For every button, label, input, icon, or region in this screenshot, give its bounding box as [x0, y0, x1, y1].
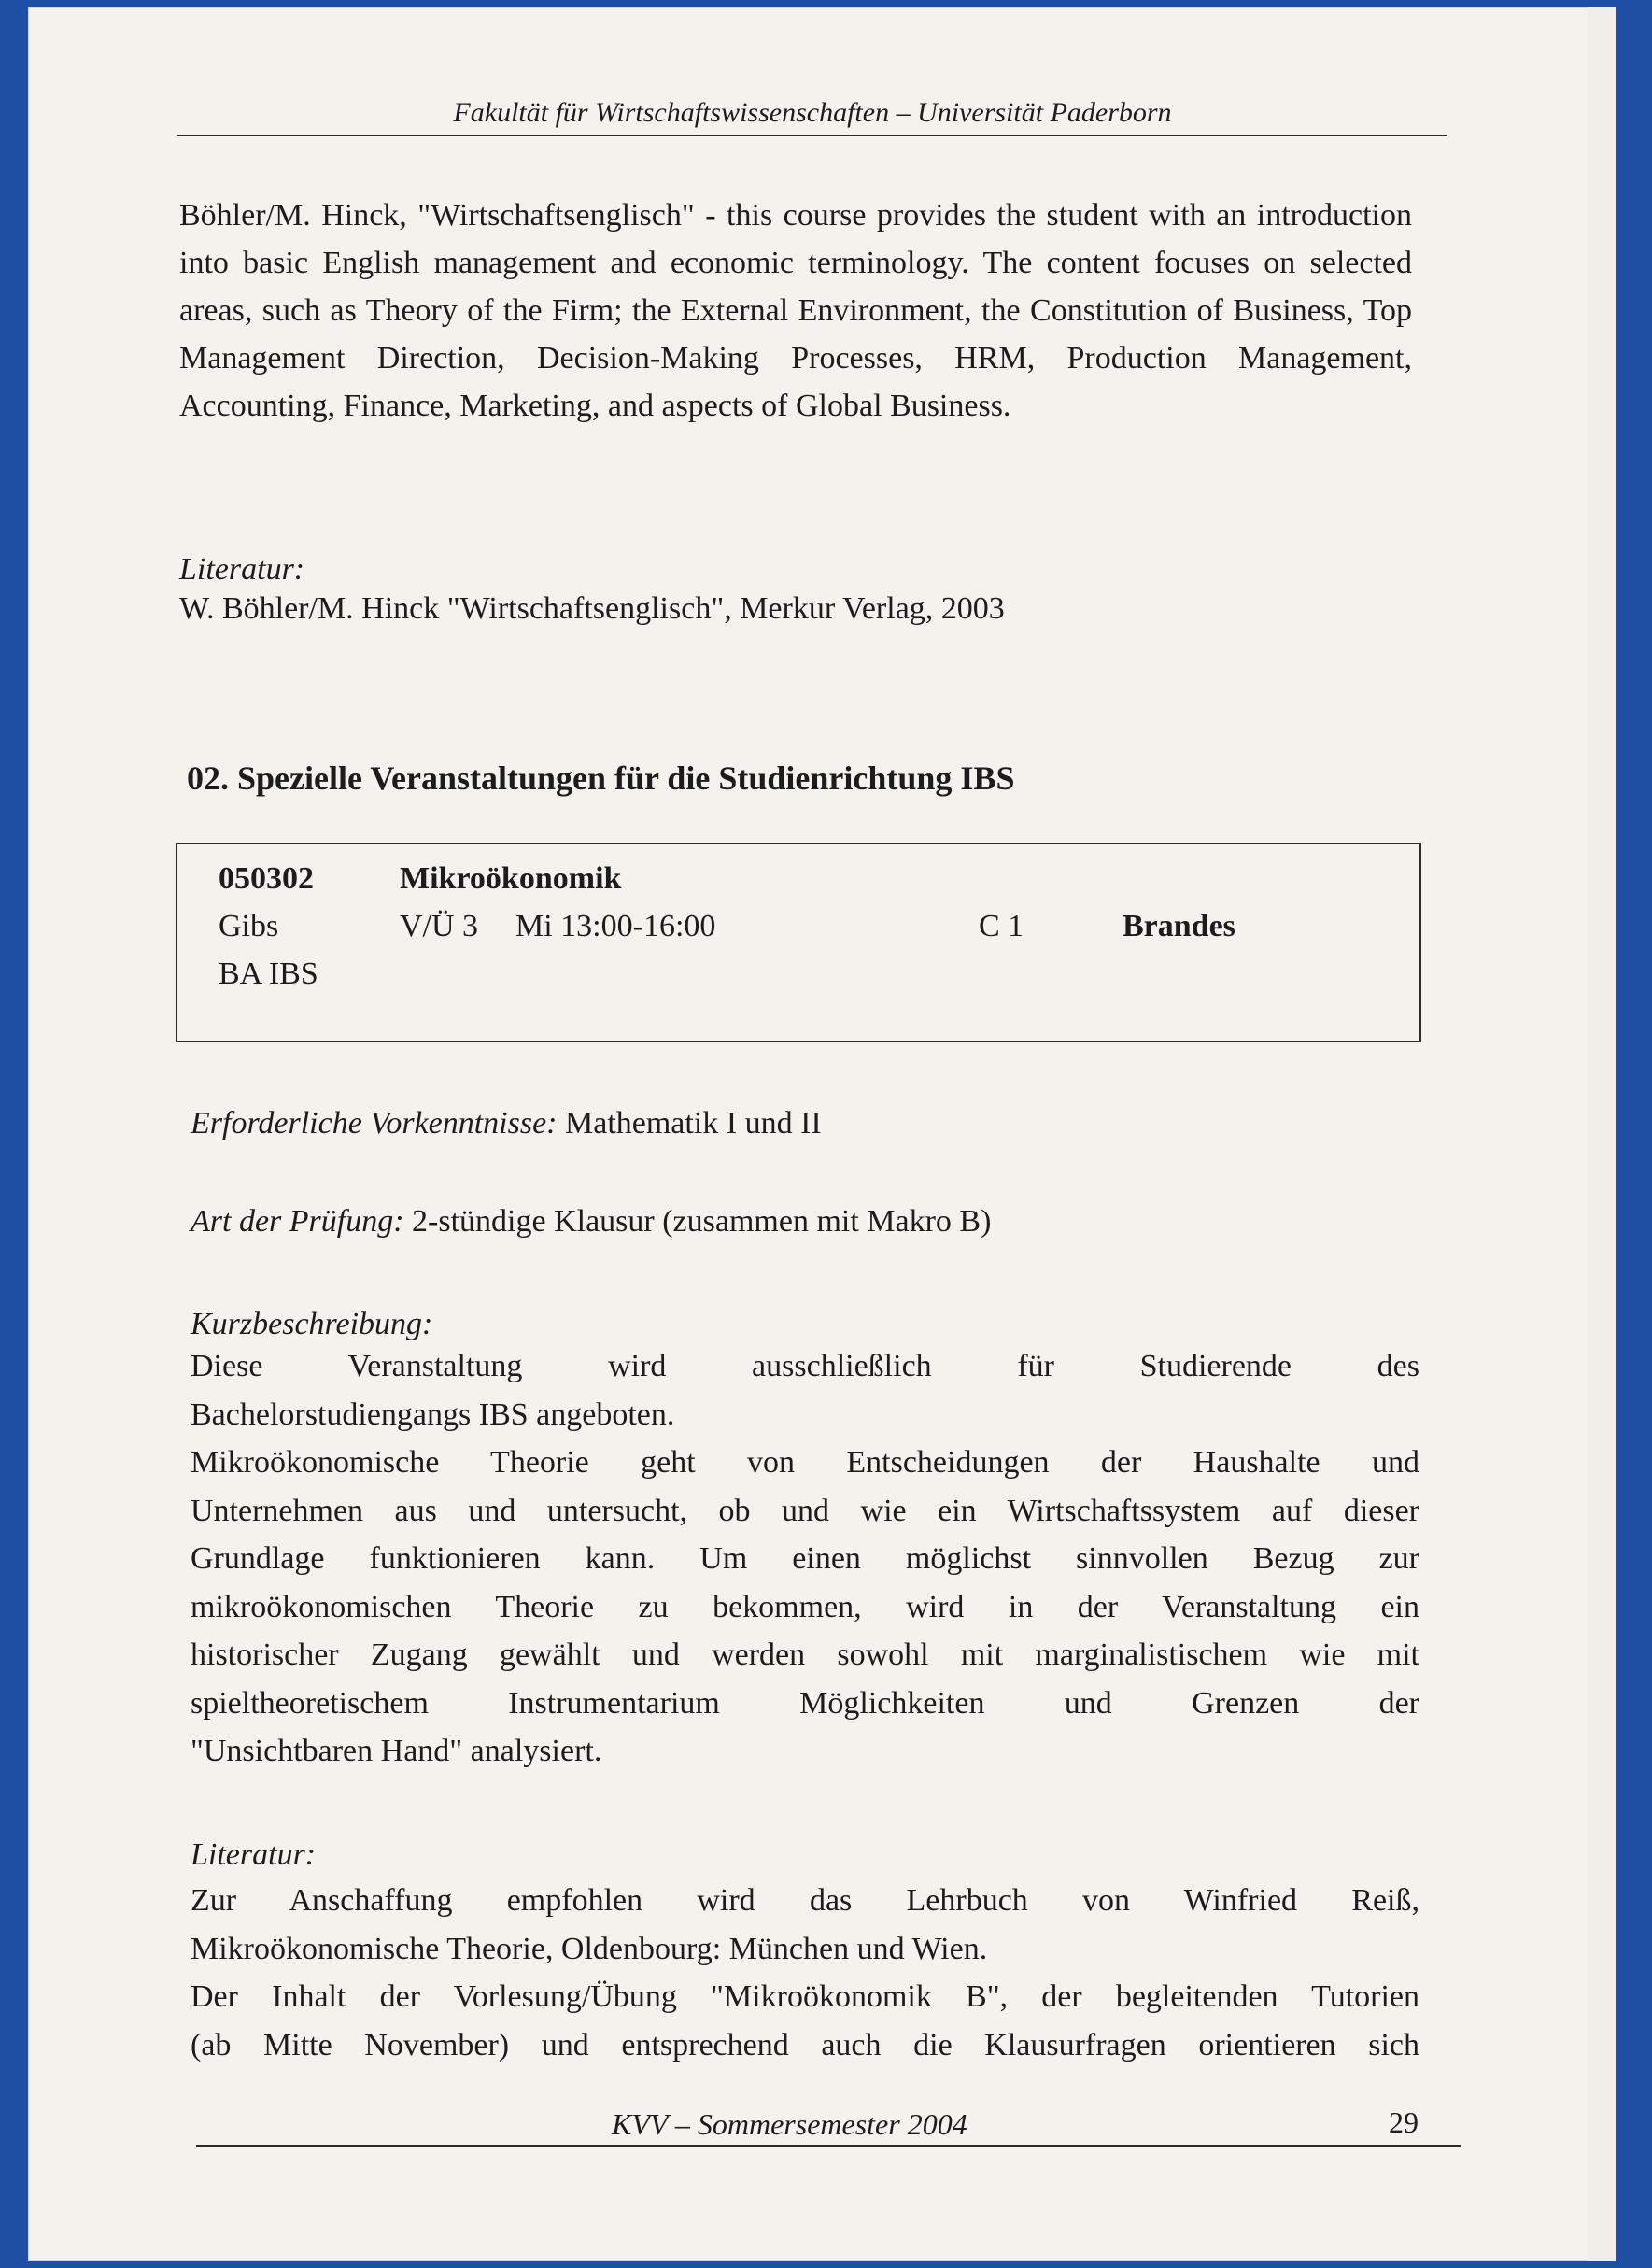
literature-2-line: (ab Mitte November) und entsprechend auch die Klausurfragen orientieren sich: [191, 2028, 1419, 2062]
description-line: mikroökonomischen Theorie zu bekommen, wird in der Veranstaltung ein: [191, 1590, 1419, 1624]
page-edge: [1588, 7, 1616, 2261]
literature-2-line: Mikroökonomische Theorie, Oldenbourg: München und Wien.: [191, 1932, 988, 1966]
course-title: Mikroökonomik: [400, 861, 622, 896]
exam-text: 2-stündige Klausur (zusammen mit Makro B): [412, 1204, 992, 1239]
prerequisites-label: Erforderliche Vorkenntnisse:: [191, 1106, 558, 1141]
literature-2-line: Zur Anschaffung empfohlen wird das Lehrbuch von Winfried Reiß,: [191, 1883, 1419, 1918]
footer-rule: [196, 2145, 1461, 2147]
description-line: Bachelorstudiengangs IBS angeboten.: [191, 1397, 675, 1432]
page-number: 29: [1389, 2105, 1419, 2139]
exam-label: Art der Prüfung:: [191, 1204, 404, 1239]
course-type: V/Ü 3: [400, 909, 479, 943]
prerequisites-text: Mathematik I und II: [565, 1106, 822, 1141]
description-line: "Unsichtbaren Hand" analysiert.: [191, 1734, 602, 1768]
literature-text: W. Böhler/M. Hinck "Wirtschaftsenglisch", Merkur Verlag, 2003: [179, 591, 1005, 626]
page-header: Fakultät für Wirtschaftswissenschaften – Universität Paderborn: [453, 97, 1172, 128]
intro-paragraph: Böhler/M. Hinck, "Wirtschaftsenglisch" - this course provides the student with an introduction into basic English management and economic terminology. The content focuses on selected areas, such as Theory of the Firm; the External Environment, the Constitution of Business, Top Management Direction, Decision-Making Processes, HRM, Production Management, Accounting, Finance, Marketing, and aspects of Global Business.: [179, 198, 1412, 423]
description-line: Grundlage funktionieren kann. Um einen möglichst sinnvollen Bezug zur: [191, 1541, 1419, 1576]
course-cell-1: Gibs: [219, 909, 279, 943]
description-line: Mikroökonomische Theorie geht von Entscheidungen der Haushalte und: [191, 1445, 1419, 1480]
description-line: spieltheoretischem Instrumentarium Möglichkeiten und Grenzen der: [191, 1686, 1419, 1721]
exam: [191, 1198, 1419, 1245]
header-rule: [177, 135, 1447, 136]
literature-2-label: Literatur:: [191, 1837, 317, 1872]
description-line: historischer Zugang gewählt und werden sowohl mit marginalistischem wie mit: [191, 1637, 1419, 1672]
literature-label: Literatur:: [179, 552, 305, 587]
course-lecturer: Brandes: [1123, 909, 1235, 943]
prerequisites: [191, 1099, 1419, 1147]
course-cell-2: BA IBS: [219, 957, 318, 991]
section-heading: 02. Spezielle Veranstaltungen für die Studienrichtung IBS: [187, 759, 1015, 797]
literature-2-line: Der Inhalt der Vorlesung/Übung "Mikroökonomik B", der begleitenden Tutorien: [191, 1979, 1419, 2014]
footer-title: KVV – Sommersemester 2004: [612, 2107, 967, 2141]
course-room: C 1: [979, 909, 1024, 943]
course-time: Mi 13:00-16:00: [515, 909, 716, 943]
course-box: [176, 843, 1421, 1042]
description-line: Diese Veranstaltung wird ausschließlich für Studierende des: [191, 1349, 1419, 1383]
description-line: Unternehmen aus und untersucht, ob und wie ein Wirtschaftssystem auf dieser: [191, 1494, 1419, 1528]
course-number: 050302: [219, 861, 314, 896]
description-label: Kurzbeschreibung:: [191, 1307, 433, 1341]
